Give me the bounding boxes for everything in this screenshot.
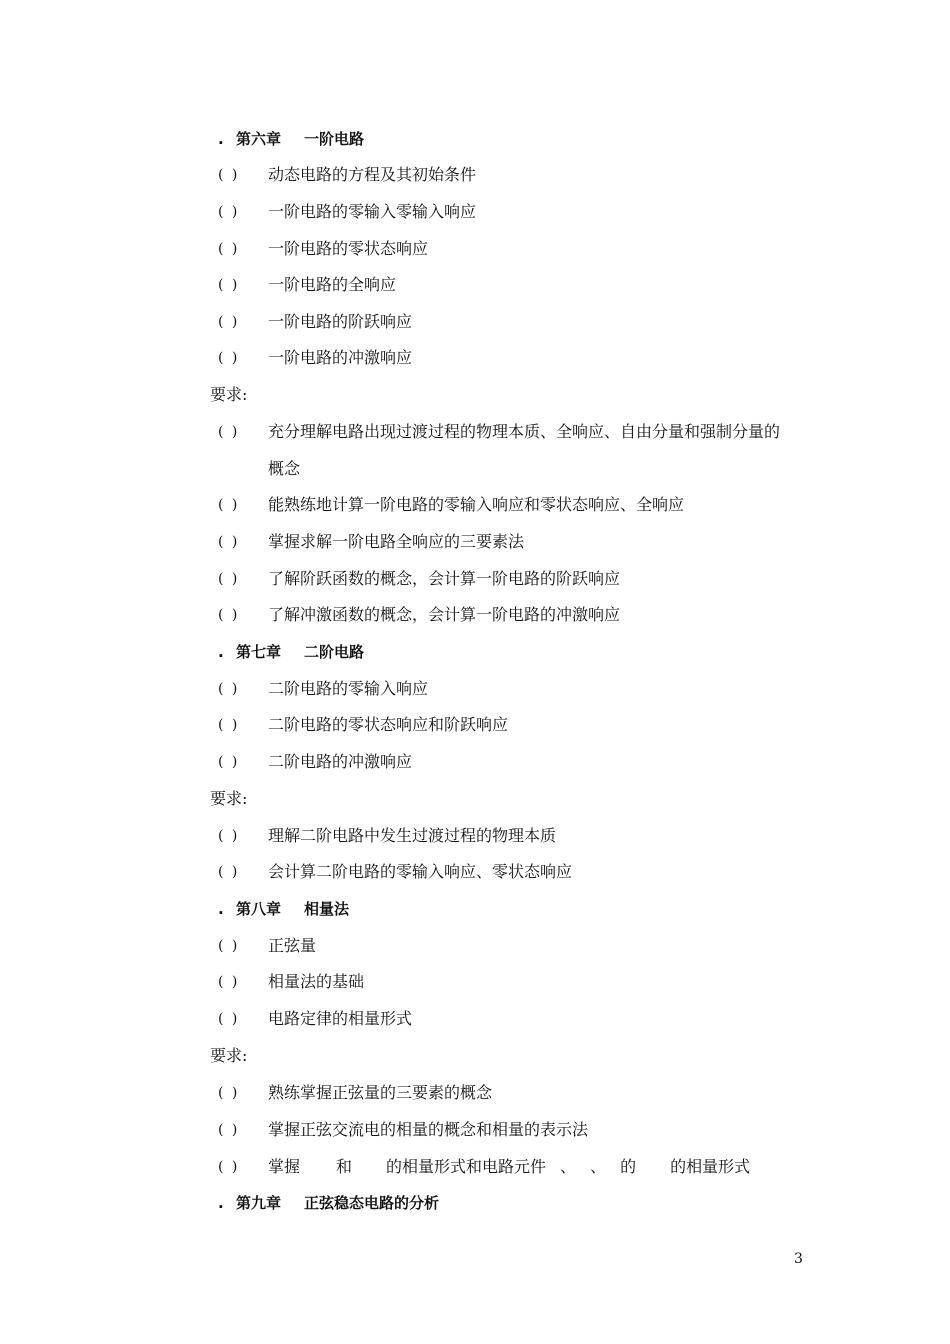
item-number: ( ) xyxy=(218,204,240,220)
text-fragment: 的相量形式 xyxy=(670,1157,751,1176)
text-fragment: 、 xyxy=(560,1157,577,1176)
item-text: 一阶电路的零状态响应 xyxy=(268,239,429,258)
chapter-title: 二阶电路 xyxy=(304,643,365,661)
item-text: 一阶电路的全响应 xyxy=(268,275,397,294)
chapter-heading-7 xyxy=(218,640,364,664)
item-text: 一阶电路的冲激响应 xyxy=(268,348,413,367)
item-number: ( ) xyxy=(218,424,240,440)
item-text: 相量法的基础 xyxy=(268,972,365,991)
chapter-title: 相量法 xyxy=(304,900,350,918)
requirements-label: 要求: xyxy=(210,789,248,808)
item-text-with-gaps xyxy=(268,1155,750,1179)
item-number: ( ) xyxy=(218,497,240,513)
item-number: ( ) xyxy=(218,1159,240,1175)
item-text: 理解二阶电路中发生过渡过程的物理本质 xyxy=(268,826,557,845)
heading-dot: . xyxy=(218,130,224,148)
item-text-continuation: 概念 xyxy=(268,459,301,478)
item-text: 了解阶跃函数的概念，会计算一阶电路的阶跃响应 xyxy=(268,569,621,588)
heading-dot: . xyxy=(218,643,224,661)
item-number: ( ) xyxy=(218,864,240,880)
chapter-number: 第八章 xyxy=(236,900,282,918)
item-text: 掌握正弦交流电的相量的概念和相量的表示法 xyxy=(268,1120,589,1139)
item-number: ( ) xyxy=(218,277,240,293)
item-number: ( ) xyxy=(218,314,240,330)
text-fragment: 的相量形式和电路元件 xyxy=(386,1157,547,1176)
item-text: 了解冲激函数的概念，会计算一阶电路的冲激响应 xyxy=(268,605,621,624)
heading-dot: . xyxy=(218,1194,224,1212)
item-text: 充分理解电路出现过渡过程的物理本质、全响应、自由分量和强制分量的 xyxy=(268,422,781,441)
item-number: ( ) xyxy=(218,754,240,770)
item-text: 正弦量 xyxy=(268,936,317,955)
item-text: 会计算二阶电路的零输入响应、零状态响应 xyxy=(268,862,573,881)
chapter-number: 第七章 xyxy=(236,643,282,661)
item-number: ( ) xyxy=(218,938,240,954)
item-number: ( ) xyxy=(218,607,240,623)
item-text: 熟练掌握正弦量的三要素的概念 xyxy=(268,1083,493,1102)
chapter-number: 第六章 xyxy=(236,130,282,148)
item-text: 电路定律的相量形式 xyxy=(268,1009,413,1028)
item-text: 二阶电路的零输入响应 xyxy=(268,679,429,698)
text-fragment: 和 xyxy=(336,1157,353,1176)
item-number: ( ) xyxy=(218,571,240,587)
chapter-title: 一阶电路 xyxy=(304,130,365,148)
item-text: 动态电路的方程及其初始条件 xyxy=(268,165,477,184)
item-number: ( ) xyxy=(218,241,240,257)
item-number: ( ) xyxy=(218,1085,240,1101)
item-number: ( ) xyxy=(218,1011,240,1027)
requirements-label: 要求: xyxy=(210,1046,248,1065)
item-number: ( ) xyxy=(218,717,240,733)
text-fragment: 的 xyxy=(620,1157,637,1176)
item-text: 一阶电路的零输入零输入响应 xyxy=(268,202,477,221)
item-text: 一阶电路的阶跃响应 xyxy=(268,312,413,331)
heading-dot: . xyxy=(218,900,224,918)
item-text: 掌握求解一阶电路全响应的三要素法 xyxy=(268,532,525,551)
item-number: ( ) xyxy=(218,350,240,366)
item-number: ( ) xyxy=(218,828,240,844)
page-number: 3 xyxy=(794,1251,803,1267)
chapter-heading-8 xyxy=(218,897,349,921)
item-number: ( ) xyxy=(218,167,240,183)
item-number: ( ) xyxy=(218,534,240,550)
item-text: 能熟练地计算一阶电路的零输入响应和零状态响应、全响应 xyxy=(268,495,685,514)
chapter-title: 正弦稳态电路的分析 xyxy=(304,1194,440,1212)
item-number: ( ) xyxy=(218,974,240,990)
requirements-label: 要求: xyxy=(210,385,248,404)
item-text: 二阶电路的零状态响应和阶跃响应 xyxy=(268,715,509,734)
item-text: 二阶电路的冲激响应 xyxy=(268,752,413,771)
item-number: ( ) xyxy=(218,681,240,697)
chapter-heading-9 xyxy=(218,1191,439,1215)
chapter-heading-6 xyxy=(218,127,364,151)
text-fragment: 掌握 xyxy=(268,1157,301,1176)
chapter-number: 第九章 xyxy=(236,1194,282,1212)
item-number: ( ) xyxy=(218,1122,240,1138)
text-fragment: 、 xyxy=(590,1157,607,1176)
